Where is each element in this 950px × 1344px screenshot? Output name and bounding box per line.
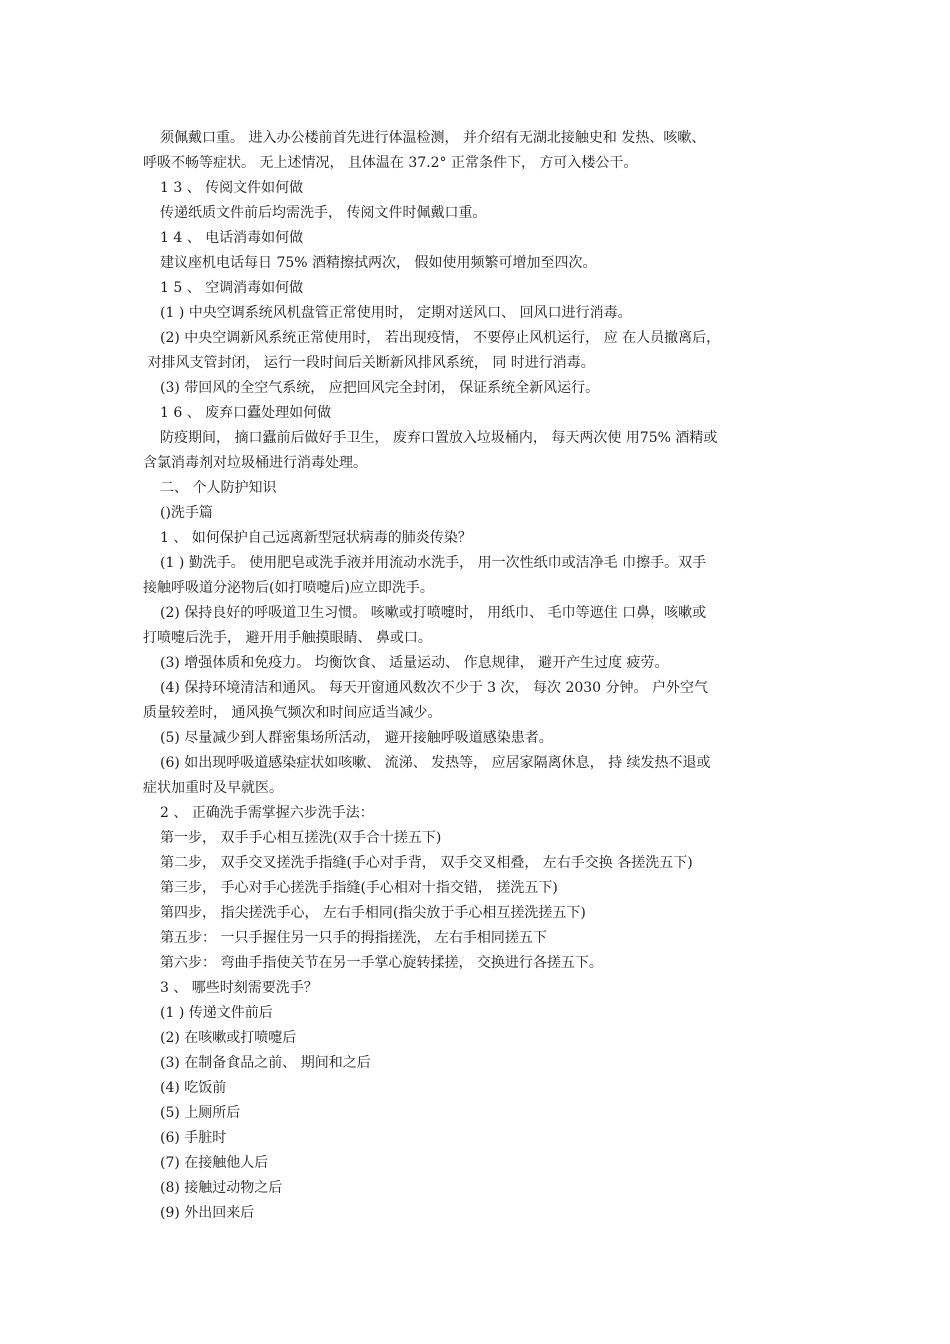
text-line: 防疫期间， 摘口蠹前后做好手卫生， 废弃口置放入垃圾桶内， 每天两次使 用75% 酒精或 [160,430,718,446]
text-line: 3 、 哪些时刻需要洗手？ [160,980,318,996]
text-line: (7) 在接触他人后 [160,1155,269,1171]
text-line: (2) 保持良好的呼吸道卫生习惯。 咳嗽或打喷嚏时， 用纸巾、 毛巾等遮住 口鼻，咳嗽或 [160,605,707,621]
text-line: 第二步， 双手交叉搓洗手指缝(手心对手背， 双手交叉相叠， 左右手交换 各搓洗五下) [160,855,693,871]
text-line: (3) 带回风的全空气系统， 应把回风完全封闭， 保证系统全新风运行。 [160,380,600,396]
text-line: (4) 吃饭前 [160,1080,227,1096]
text-line: 第一步， 双手手心相互搓洗(双手合十搓五下) [160,830,442,846]
text-line: (4) 保持环境清洁和通风。 每天开窗通风数次不少于 3 次， 每次 2030 分钟。 户外空气 [160,680,708,696]
text-line: 二、 个人防护知识 [160,480,277,496]
text-line: ()洗手篇 [160,505,213,521]
text-line: (2) 在咳嗽或打喷嚏后 [160,1030,297,1046]
text-line: 第六步： 弯曲手指使关节在另一手掌心旋转揉搓， 交换进行各搓五下。 [160,955,603,971]
text-line: 对排风支管封闭， 运行一段时间后关断新风排风系统， 同 时进行消毒。 [143,355,595,371]
text-line: (3) 在制备食品之前、 期间和之后 [160,1055,371,1071]
text-line: 第四步， 指尖搓洗手心， 左右手相同(指尖放于手心相互搓洗搓五下) [160,905,586,921]
text-line: (3) 增强体质和免疫力。 均衡饮食、 适量运动、 作息规律， 避开产生过度 疲劳。 [160,655,669,671]
text-line: (2) 中央空调新风系统正常使用时， 若出现疫情， 不要停止风机运行， 应 在人员撤离后， [160,330,721,346]
text-line: 1 、 如何保护自己远离新型冠状病毒的肺炎传染？ [160,530,472,546]
text-line: 1 4 、 电话消毒如何做 [160,230,304,246]
text-line: (9) 外出回来后 [160,1205,255,1221]
text-line: 质量较差时， 通风换气频次和时间应适当减少。 [143,705,442,721]
text-line: 1 3 、 传阅文件如何做 [160,180,304,196]
text-line: 呼吸不畅等症状。 无上述情况， 且体温在 37.2° 正常条件下， 方可入楼公干。 [143,155,638,171]
text-line: 1 5 、 空调消毒如何做 [160,280,304,296]
text-line: 2 、 正确洗手需掌握六步洗手法： [160,805,374,821]
document-body [143,126,815,1226]
text-line: (1 ) 勤洗手。 使用肥皂或洗手液并用流动水洗手， 用一次性纸巾或洁净毛 巾擦手。双手 [160,555,707,571]
text-line: (1 ) 中央空调系统风机盘管正常使用时， 定期对送风口、 回风口进行消毒。 [160,305,632,321]
text-line: 传递纸质文件前后均需洗手， 传阅文件时佩戴口重。 [160,205,487,221]
text-line: (5) 上厕所后 [160,1105,241,1121]
text-line: 症状加重时及早就医。 [143,780,283,796]
text-line: 第五步： 一只手握住另一只手的拇指搓洗， 左右手相同搓五下 [160,930,547,946]
text-line: (6) 如出现呼吸道感染症状如咳嗽、 流涕、 发热等， 应居家隔离休息， 持 续发热不退或 [160,755,711,771]
text-line: 建议座机电话每日 75% 酒精擦拭两次， 假如使用频繁可增加至四次。 [160,255,597,271]
text-line: 接触呼吸道分泌物后(如打喷嚏后)应立即洗手。 [143,580,434,596]
text-line: 须佩戴口重。 进入办公楼前首先进行体温检测， 并介绍有无湖北接触史和 发热、咳嗽、 [160,130,706,146]
text-line: 第三步， 手心对手心搓洗手指缝(手心相对十指交错， 搓洗五下) [160,880,558,896]
text-line: 含氯消毒剂对垃圾桶进行消毒处理。 [143,455,367,471]
text-line: (6) 手脏时 [160,1130,227,1146]
text-line: (5) 尽量减少到人群密集场所活动， 避开接触呼吸道感染患者。 [160,730,553,746]
text-line: (1 ) 传递文件前后 [160,1005,273,1021]
text-line: (8) 接触过动物之后 [160,1180,283,1196]
text-line: 打喷嚏后洗手， 避开用手触摸眼睛、 鼻或口。 [143,630,432,646]
text-line: 1 6 、 废弃口蠹处理如何做 [160,405,332,421]
